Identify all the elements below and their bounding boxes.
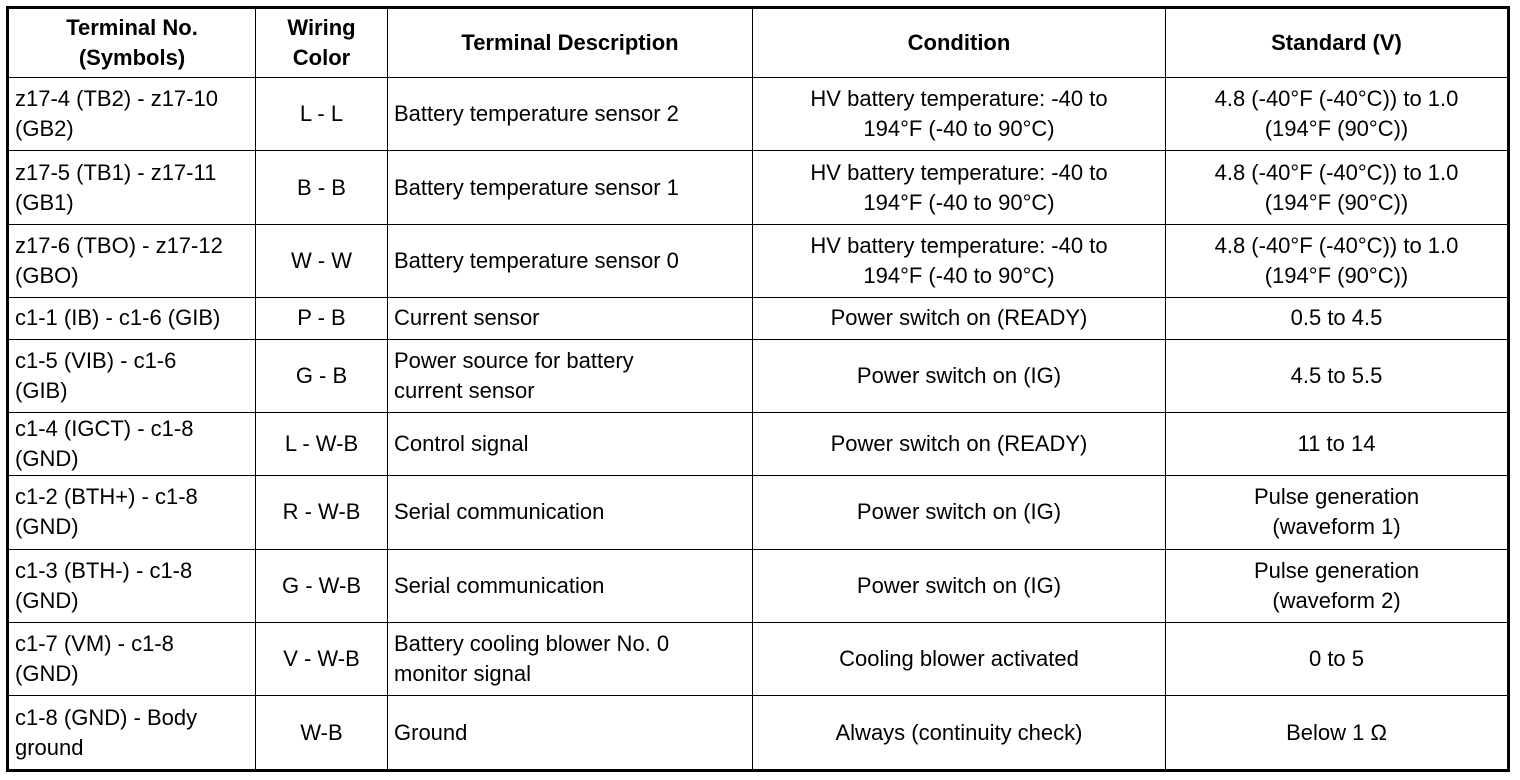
description-cell — [388, 696, 753, 771]
terminal-cell — [8, 476, 256, 549]
description-cell-text: Battery temperature sensor 0 — [394, 248, 679, 274]
wiring-color-cell — [256, 696, 388, 771]
wiring-color-cell-text: P - B — [297, 305, 346, 331]
description-cell — [388, 151, 753, 224]
header-row — [8, 8, 1509, 78]
description-cell — [388, 549, 753, 622]
standard-cell — [1166, 413, 1509, 476]
standard-cell — [1166, 151, 1509, 224]
standard-cell-text: 0 to 5 — [1308, 646, 1365, 672]
terminal-cell — [8, 151, 256, 224]
table-row — [8, 696, 1509, 771]
condition-cell — [753, 339, 1166, 412]
condition-cell — [753, 298, 1166, 339]
wiring-color-cell-text: B - B — [297, 174, 346, 200]
terminal-cell — [8, 339, 256, 412]
standard-cell — [1166, 622, 1509, 695]
table-body — [8, 78, 1509, 771]
standard-cell — [1166, 339, 1509, 412]
table-row — [8, 78, 1509, 151]
standard-cell-text: 11 to 14 — [1297, 431, 1376, 457]
standard-cell-text: 0.5 to 4.5 — [1290, 305, 1383, 331]
standard-cell-text: 4.8 (-40°F (-40°C)) to 1.0 (194°F (90°C)) — [1214, 86, 1459, 142]
condition-cell-text: Power switch on (READY) — [830, 431, 1088, 457]
terminal-cell-text: c1-1 (IB) - c1-6 (GIB) — [15, 305, 221, 331]
terminal-cell-text: c1-8 (GND) - Body ground — [15, 704, 198, 760]
standard-cell-text: Below 1 Ω — [1286, 719, 1387, 745]
table-row — [8, 549, 1509, 622]
condition-cell-text: Always (continuity check) — [835, 719, 1083, 745]
standard-cell-text: 4.8 (-40°F (-40°C)) to 1.0 (194°F (90°C)) — [1214, 159, 1459, 215]
condition-cell — [753, 622, 1166, 695]
wiring-color-cell-text: L - W-B — [284, 431, 359, 457]
description-cell-text: Current sensor — [394, 305, 540, 331]
table-row — [8, 413, 1509, 476]
wiring-color-cell-text: G - W-B — [281, 572, 362, 598]
terminal-cell-text: c1-4 (IGCT) - c1-8 (GND) — [15, 416, 194, 472]
terminal-cell-text: z17-5 (TB1) - z17-11 (GB1) — [15, 159, 217, 215]
condition-cell-text: Power switch on (READY) — [830, 305, 1088, 331]
description-cell-text: Battery temperature sensor 1 — [394, 174, 679, 200]
description-cell — [388, 622, 753, 695]
condition-cell-text: HV battery temperature: -40 to 194°F (-40 to 90°C) — [810, 159, 1108, 215]
terminal-cell-text: c1-7 (VM) - c1-8 (GND) — [15, 631, 174, 687]
wiring-color-cell-text: G - B — [295, 362, 348, 388]
table-row — [8, 339, 1509, 412]
standard-cell — [1166, 298, 1509, 339]
standard-cell — [1166, 224, 1509, 297]
condition-cell — [753, 151, 1166, 224]
description-cell — [388, 339, 753, 412]
terminal-cell-text: c1-2 (BTH+) - c1-8 (GND) — [15, 484, 198, 540]
description-cell — [388, 78, 753, 151]
description-cell — [388, 476, 753, 549]
condition-cell-text: Power switch on (IG) — [856, 499, 1062, 525]
terminal-cell-text: z17-4 (TB2) - z17-10 (GB2) — [15, 86, 218, 142]
table-row — [8, 224, 1509, 297]
standard-cell-text: Pulse generation (waveform 2) — [1253, 557, 1420, 613]
condition-cell — [753, 224, 1166, 297]
terminal-cell — [8, 696, 256, 771]
wiring-color-cell — [256, 339, 388, 412]
header-terminal: Terminal No. (Symbols) — [8, 8, 256, 78]
standard-cell-text: 4.8 (-40°F (-40°C)) to 1.0 (194°F (90°C)) — [1214, 233, 1459, 289]
description-cell — [388, 413, 753, 476]
terminal-cell — [8, 224, 256, 297]
wiring-color-cell — [256, 476, 388, 549]
wiring-color-cell — [256, 298, 388, 339]
condition-cell — [753, 476, 1166, 549]
standard-cell — [1166, 78, 1509, 151]
description-cell-text: Control signal — [394, 431, 529, 457]
description-cell-text: Serial communication — [394, 572, 605, 598]
standard-cell-text: Pulse generation (waveform 1) — [1253, 484, 1420, 540]
condition-cell — [753, 413, 1166, 476]
table-row — [8, 151, 1509, 224]
description-cell-text: Serial communication — [394, 499, 605, 525]
description-cell-text: Battery temperature sensor 2 — [394, 101, 679, 127]
terminal-cell-text: c1-5 (VIB) - c1-6 (GIB) — [15, 347, 177, 403]
standard-cell-text: 4.5 to 5.5 — [1290, 362, 1383, 388]
terminal-cell-text: c1-3 (BTH-) - c1-8 (GND) — [15, 557, 193, 613]
standard-cell — [1166, 549, 1509, 622]
terminal-cell — [8, 413, 256, 476]
wiring-color-cell-text: W-B — [300, 719, 343, 745]
condition-cell — [753, 696, 1166, 771]
terminal-cell-text: z17-6 (TBO) - z17-12 (GBO) — [15, 233, 223, 289]
wiring-color-cell — [256, 224, 388, 297]
wiring-color-cell-text: R - W-B — [282, 499, 361, 525]
wiring-color-cell — [256, 413, 388, 476]
wiring-color-cell-text: V - W-B — [283, 646, 360, 672]
terminal-cell — [8, 622, 256, 695]
description-cell-text: Battery cooling blower No. 0 monitor signal — [394, 631, 670, 687]
terminal-cell — [8, 549, 256, 622]
wiring-color-cell — [256, 78, 388, 151]
wiring-color-cell — [256, 622, 388, 695]
description-cell-text: Power source for battery current sensor — [394, 347, 634, 403]
terminal-cell — [8, 298, 256, 339]
header-wiring-color: Wiring Color — [256, 8, 388, 78]
header-standard: Standard (V) — [1166, 8, 1509, 78]
wiring-color-cell — [256, 151, 388, 224]
wiring-color-cell — [256, 549, 388, 622]
condition-cell-text: Power switch on (IG) — [856, 362, 1062, 388]
table-row — [8, 476, 1509, 549]
header-condition: Condition — [753, 8, 1166, 78]
wiring-color-cell-text: W - W — [290, 248, 353, 274]
standard-cell — [1166, 476, 1509, 549]
description-cell — [388, 224, 753, 297]
description-cell — [388, 298, 753, 339]
header-terminal-description: Terminal Description — [388, 8, 753, 78]
condition-cell-text: HV battery temperature: -40 to 194°F (-40 to 90°C) — [810, 86, 1108, 142]
terminal-table — [6, 6, 1510, 772]
wiring-color-cell-text: L - L — [299, 101, 344, 127]
condition-cell — [753, 549, 1166, 622]
condition-cell-text: HV battery temperature: -40 to 194°F (-40 to 90°C) — [810, 233, 1108, 289]
terminal-cell — [8, 78, 256, 151]
table-row — [8, 298, 1509, 339]
condition-cell-text: Power switch on (IG) — [856, 572, 1062, 598]
condition-cell — [753, 78, 1166, 151]
condition-cell-text: Cooling blower activated — [839, 646, 1079, 672]
table-row — [8, 622, 1509, 695]
description-cell-text: Ground — [394, 719, 468, 745]
standard-cell — [1166, 696, 1509, 771]
